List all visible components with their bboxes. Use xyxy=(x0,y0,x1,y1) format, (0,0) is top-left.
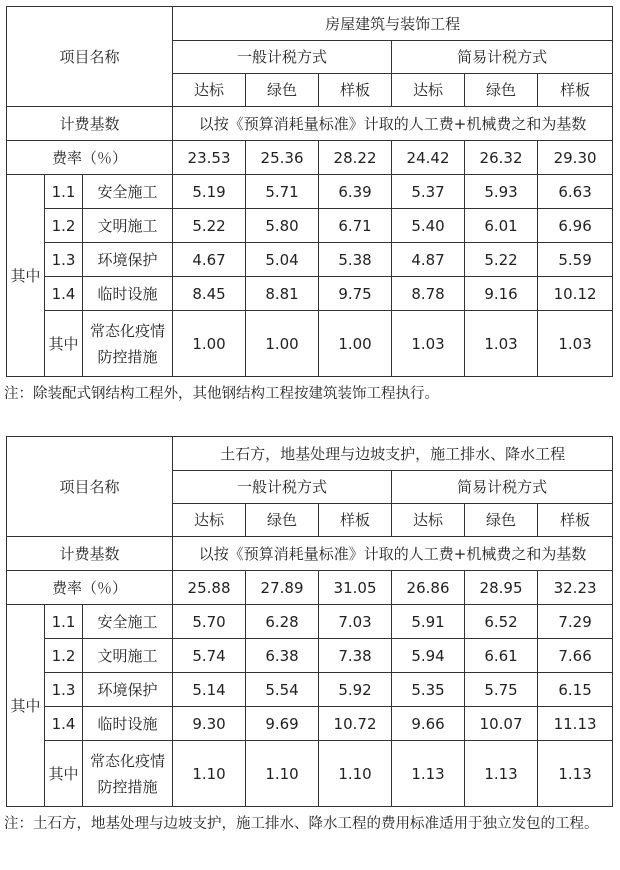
item-value: 5.54 xyxy=(246,673,319,707)
item-number: 1.3 xyxy=(45,673,83,707)
item-value: 9.66 xyxy=(392,707,465,741)
sub-item-value: 1.00 xyxy=(246,311,319,377)
sub-item-value: 1.13 xyxy=(465,741,538,807)
sub-item-value: 1.03 xyxy=(538,311,613,377)
table-row xyxy=(7,277,613,311)
item-value: 6.15 xyxy=(538,673,613,707)
item-value: 4.87 xyxy=(392,243,465,277)
group-label: 其中 xyxy=(7,175,45,377)
table-title: 房屋建筑与装饰工程 xyxy=(173,7,613,41)
sub-item-value: 1.13 xyxy=(538,741,613,807)
table-row xyxy=(7,605,613,639)
rate-value: 25.36 xyxy=(246,141,319,175)
item-name: 文明施工 xyxy=(83,639,173,673)
item-name: 环境保护 xyxy=(83,243,173,277)
sub-item-value: 1.10 xyxy=(173,741,246,807)
item-value: 5.71 xyxy=(246,175,319,209)
item-value: 5.70 xyxy=(173,605,246,639)
item-value: 5.38 xyxy=(319,243,392,277)
table-note: 注：土石方，地基处理与边坡支护，施工排水、降水工程的费用标准适用于独立发包的工程。 xyxy=(4,816,599,832)
level-header: 绿色 xyxy=(465,74,538,107)
item-number: 1.4 xyxy=(45,277,83,311)
table-row xyxy=(7,175,613,209)
item-value: 6.28 xyxy=(246,605,319,639)
item-value: 6.71 xyxy=(319,209,392,243)
level-header: 达标 xyxy=(173,74,246,107)
item-value: 9.69 xyxy=(246,707,319,741)
item-value: 6.52 xyxy=(465,605,538,639)
item-value: 6.01 xyxy=(465,209,538,243)
fee-table-earthwork xyxy=(6,436,613,807)
table-row xyxy=(7,209,613,243)
table-row xyxy=(7,639,613,673)
rate-value: 23.53 xyxy=(173,141,246,175)
sub-item-name: 常态化疫情防控措施 xyxy=(83,311,173,377)
item-value: 10.72 xyxy=(319,707,392,741)
level-header: 绿色 xyxy=(465,504,538,537)
item-value: 8.81 xyxy=(246,277,319,311)
item-number: 1.2 xyxy=(45,639,83,673)
item-value: 5.75 xyxy=(465,673,538,707)
rate-value: 26.86 xyxy=(392,571,465,605)
item-name: 临时设施 xyxy=(83,277,173,311)
table-title: 土石方，地基处理与边坡支护，施工排水、降水工程 xyxy=(173,437,613,471)
base-label: 计费基数 xyxy=(7,537,173,571)
item-number: 1.2 xyxy=(45,209,83,243)
general-tax-header: 一般计税方式 xyxy=(173,41,392,74)
sub-item-value: 1.03 xyxy=(465,311,538,377)
rate-value: 31.05 xyxy=(319,571,392,605)
item-number: 1.3 xyxy=(45,243,83,277)
item-value: 7.29 xyxy=(538,605,613,639)
rate-value: 27.89 xyxy=(246,571,319,605)
sub-item-value: 1.03 xyxy=(392,311,465,377)
item-name: 安全施工 xyxy=(83,605,173,639)
item-value: 10.07 xyxy=(465,707,538,741)
fee-table-building xyxy=(6,6,613,377)
item-value: 9.75 xyxy=(319,277,392,311)
item-name: 文明施工 xyxy=(83,209,173,243)
rate-value: 32.23 xyxy=(538,571,613,605)
item-value: 5.93 xyxy=(465,175,538,209)
base-label: 计费基数 xyxy=(7,107,173,141)
sub-item-value: 1.10 xyxy=(246,741,319,807)
level-header: 样板 xyxy=(319,74,392,107)
item-value: 6.96 xyxy=(538,209,613,243)
sub-item-value: 1.00 xyxy=(173,311,246,377)
item-value: 5.14 xyxy=(173,673,246,707)
item-number: 1.4 xyxy=(45,707,83,741)
item-value: 5.22 xyxy=(465,243,538,277)
item-value: 5.40 xyxy=(392,209,465,243)
item-value: 4.67 xyxy=(173,243,246,277)
rate-value: 25.88 xyxy=(173,571,246,605)
rate-value: 28.95 xyxy=(465,571,538,605)
base-text: 以按《预算消耗量标准》计取的人工费+机械费之和为基数 xyxy=(173,107,613,141)
level-header: 样板 xyxy=(538,74,613,107)
table-row xyxy=(7,673,613,707)
group-label: 其中 xyxy=(7,605,45,807)
item-value: 5.80 xyxy=(246,209,319,243)
table-note: 注：除装配式钢结构工程外，其他钢结构工程按建筑装饰工程执行。 xyxy=(4,386,439,402)
rate-value: 28.22 xyxy=(319,141,392,175)
item-value: 5.92 xyxy=(319,673,392,707)
item-number: 1.1 xyxy=(45,605,83,639)
sub-group-label: 其中 xyxy=(45,311,83,377)
item-value: 5.59 xyxy=(538,243,613,277)
rate-value: 24.42 xyxy=(392,141,465,175)
item-value: 7.38 xyxy=(319,639,392,673)
sub-item-value: 1.00 xyxy=(319,311,392,377)
general-tax-header: 一般计税方式 xyxy=(173,471,392,504)
item-value: 5.94 xyxy=(392,639,465,673)
level-header: 样板 xyxy=(319,504,392,537)
level-header: 绿色 xyxy=(246,504,319,537)
level-header: 达标 xyxy=(392,504,465,537)
rate-value: 29.30 xyxy=(538,141,613,175)
item-value: 11.13 xyxy=(538,707,613,741)
item-number: 1.1 xyxy=(45,175,83,209)
item-value: 6.63 xyxy=(538,175,613,209)
rate-label: 费率（％） xyxy=(7,141,173,175)
item-value: 9.30 xyxy=(173,707,246,741)
item-value: 8.45 xyxy=(173,277,246,311)
simple-tax-header: 简易计税方式 xyxy=(392,471,613,504)
sub-group-label: 其中 xyxy=(45,741,83,807)
table-row xyxy=(7,311,613,377)
item-name: 临时设施 xyxy=(83,707,173,741)
base-text: 以按《预算消耗量标准》计取的人工费+机械费之和为基数 xyxy=(173,537,613,571)
item-value: 5.22 xyxy=(173,209,246,243)
table-row xyxy=(7,741,613,807)
item-value: 6.61 xyxy=(465,639,538,673)
item-value: 5.74 xyxy=(173,639,246,673)
level-header: 绿色 xyxy=(246,74,319,107)
project-name-header: 项目名称 xyxy=(7,7,173,107)
item-value: 9.16 xyxy=(465,277,538,311)
sub-item-name: 常态化疫情防控措施 xyxy=(83,741,173,807)
table-row xyxy=(7,707,613,741)
item-value: 5.91 xyxy=(392,605,465,639)
table-row xyxy=(7,243,613,277)
item-value: 6.38 xyxy=(246,639,319,673)
item-value: 8.78 xyxy=(392,277,465,311)
item-value: 7.66 xyxy=(538,639,613,673)
item-value: 7.03 xyxy=(319,605,392,639)
level-header: 达标 xyxy=(173,504,246,537)
sub-item-value: 1.13 xyxy=(392,741,465,807)
level-header: 样板 xyxy=(538,504,613,537)
item-name: 安全施工 xyxy=(83,175,173,209)
item-value: 5.37 xyxy=(392,175,465,209)
item-name: 环境保护 xyxy=(83,673,173,707)
item-value: 10.12 xyxy=(538,277,613,311)
sub-item-value: 1.10 xyxy=(319,741,392,807)
item-value: 5.04 xyxy=(246,243,319,277)
rate-value: 26.32 xyxy=(465,141,538,175)
simple-tax-header: 简易计税方式 xyxy=(392,41,613,74)
rate-label: 费率（％） xyxy=(7,571,173,605)
item-value: 5.19 xyxy=(173,175,246,209)
item-value: 5.35 xyxy=(392,673,465,707)
item-value: 6.39 xyxy=(319,175,392,209)
level-header: 达标 xyxy=(392,74,465,107)
project-name-header: 项目名称 xyxy=(7,437,173,537)
